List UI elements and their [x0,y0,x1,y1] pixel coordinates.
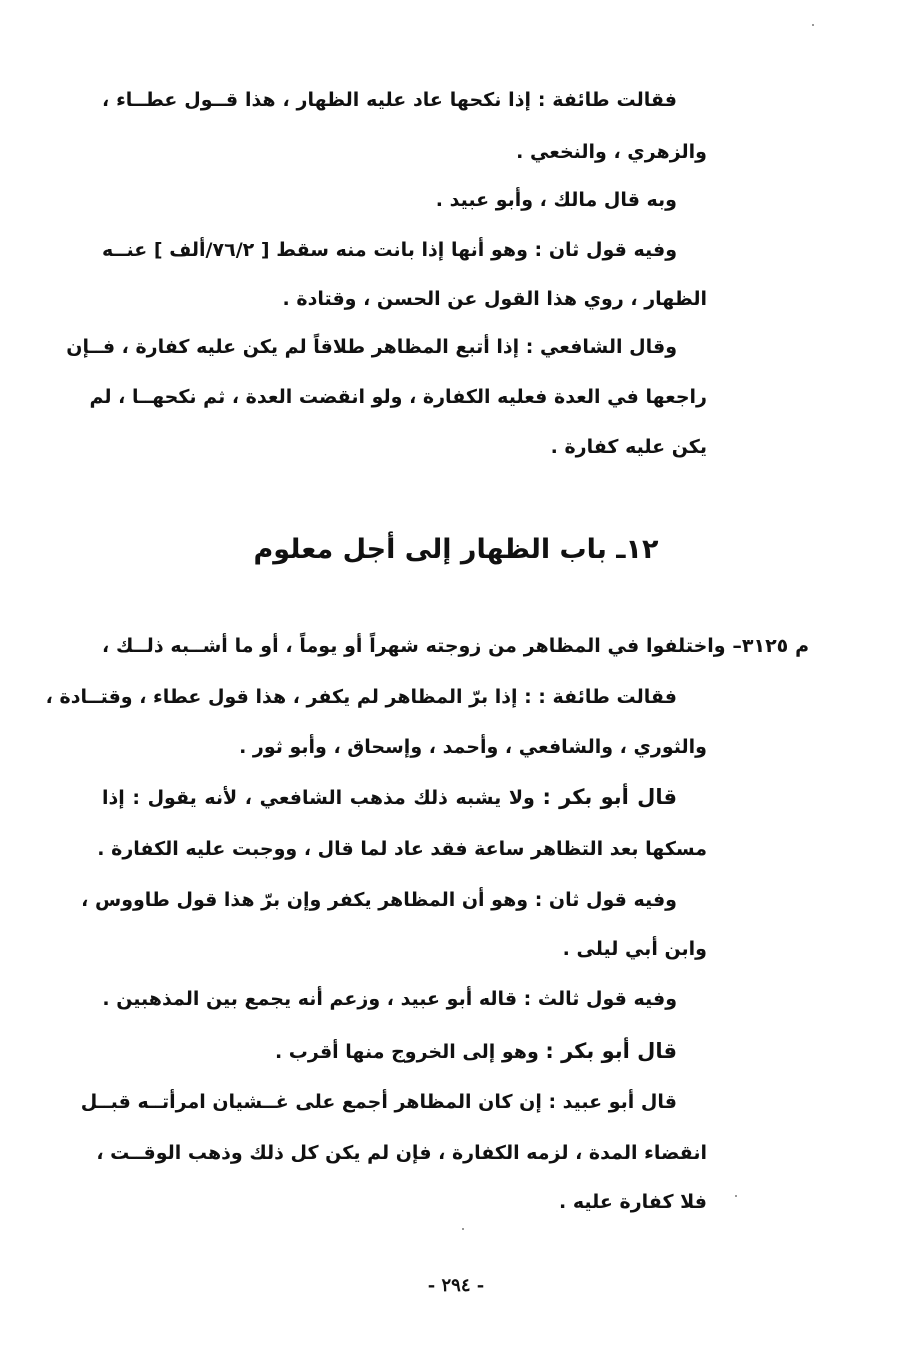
abu-bakr-statement [102,1037,707,1066]
entry-line [102,632,809,660]
text-line: والزهري ، والنخعي . [516,141,707,163]
text-line: وابن أبي ليلى . [562,938,707,960]
text-line: فقالت طائفة : إذا نكحها عاد عليه الظهار ، هذا قــول عطــاء ، [102,89,677,111]
text-line: فقالت طائفة : : إذا برّ المظاهر لم يكفر ، هذا قول عطاء ، وقتــادة ، [45,686,677,708]
text-line: مسكها بعد التظاهر ساعة فقد عاد لما قال ، ووجبت عليه الكفارة . [97,838,707,860]
chapter-heading: ١٢ـ باب الظهار إلى أجل معلوم [253,534,659,565]
entry-text: واختلفوا في المظاهر من زوجته شهراً أو يوماً ، أو ما أشــبه ذلــك ، [102,635,726,657]
text-line: قال أبو عبيد : إن كان المظاهر أجمع على غــشيان امرأتــه قبــل [80,1091,677,1113]
text-line: وفيه قول ثالث : قاله أبو عبيد ، وزعم أنه يجمع بين المذهبين . [102,988,677,1010]
text-line: وقال الشافعي : إذا أتبع المظاهر طلاقاً لم يكن عليه كفارة ، فــإن [66,336,677,358]
text-line: وبه قال مالك ، وأبو عبيد . [435,189,677,211]
text-line: يكن عليه كفارة . [550,436,707,458]
text-line: راجعها في العدة فعليه الكفارة ، ولو انقضت العدة ، ثم نكحهــا ، لم [89,386,707,408]
entry-marker: م ٣١٢٥– [732,635,809,657]
scan-speck [735,1195,737,1197]
abu-bakr-statement [102,783,707,812]
text-line: فلا كفارة عليه . [559,1191,707,1213]
scan-speck [812,24,814,26]
speaker-label: قال أبو بكر : [545,1039,677,1063]
scan-speck [462,1228,464,1230]
statement-text: وهو إلى الخروج منها أقرب . [274,1041,539,1063]
text-line: وفيه قول ثان : وهو أنها إذا بانت منه سقط [ ٧٦/٢/ألف ] عنــه [102,239,678,261]
page-number: - ٢٩٤ - [427,1275,485,1296]
text-line: وفيه قول ثان : وهو أن المظاهر يكفر وإن برّ هذا قول طاووس ، [81,889,677,911]
text-line: والثوري ، والشافعي ، وأحمد ، وإسحاق ، وأبو ثور . [239,736,707,758]
statement-text: ولا يشبه ذلك مذهب الشافعي ، لأنه يقول : إذا [102,787,535,809]
speaker-label: قال أبو بكر : [542,785,677,809]
text-line: انقضاء المدة ، لزمه الكفارة ، فإن لم يكن كل ذلك وذهب الوقــت ، [96,1142,707,1164]
text-line: الظهار ، روي هذا القول عن الحسن ، وقتادة . [282,288,707,310]
